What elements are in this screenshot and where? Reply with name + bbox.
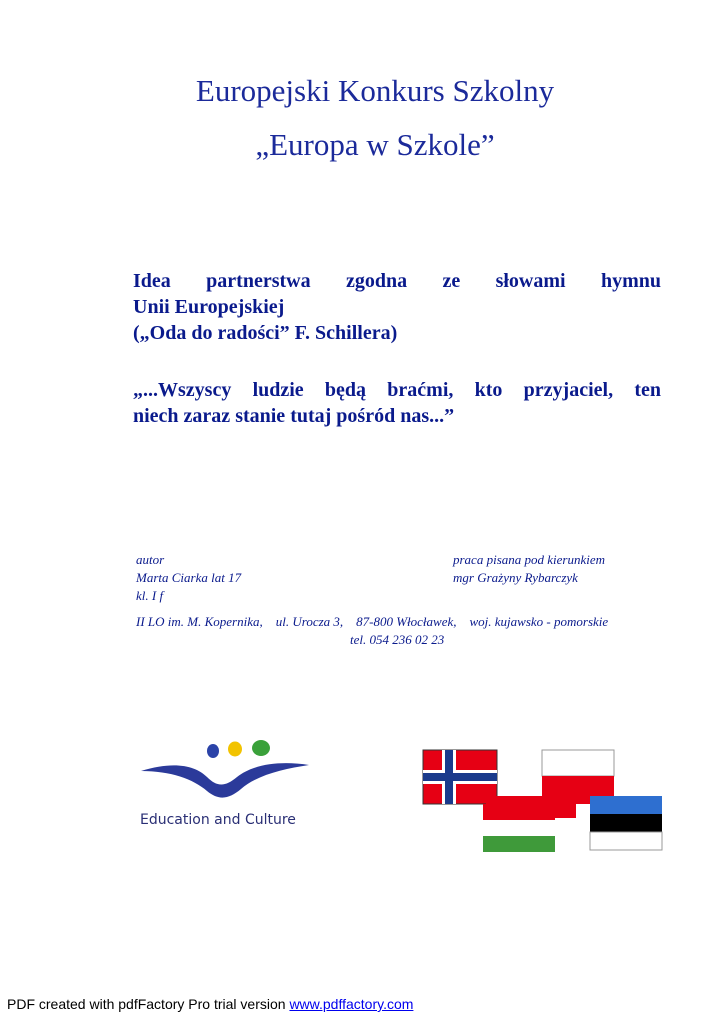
logo-swoosh	[141, 763, 309, 797]
author-label: autor	[136, 552, 165, 567]
intro-line-2: Unii Europejskiej	[133, 296, 285, 318]
poland-flag	[542, 750, 614, 804]
estonia-flag	[590, 796, 662, 850]
quote-line-2: niech zaraz stanie tutaj pośród nas...”	[133, 405, 455, 427]
school-phone: tel. 054 236 02 23	[350, 632, 445, 647]
norway-flag	[423, 750, 497, 804]
pdf-footer	[7, 996, 413, 1012]
logo-dot-green	[252, 740, 270, 756]
quote-line-1: „...Wszyscy ludzie będą braćmi, kto przyjaciel, ten	[133, 379, 661, 401]
intro-paragraph	[133, 268, 661, 346]
logo-dot-blue	[207, 744, 219, 758]
supervisor-label: praca pisana pod kierunkiem	[453, 552, 606, 567]
document-title: Europejski Konkurs Szkolny	[195, 73, 555, 108]
logo-dot-yellow	[228, 742, 242, 757]
logo-text: Education and Culture	[140, 812, 296, 828]
intro-line-3: („Oda do radości” F. Schillera)	[133, 322, 398, 344]
flags-collage	[418, 748, 668, 856]
document-subtitle: „Europa w Szkole”	[255, 127, 495, 162]
supervisor-block	[453, 551, 605, 587]
intro-line-1: Idea partnerstwa zgodna ze słowami hymnu	[133, 270, 661, 292]
footer-link[interactable]: www.pdffactory.com	[289, 996, 414, 1012]
author-name: Marta Ciarka lat 17	[136, 570, 242, 585]
footer-text: PDF created with pdfFactory Pro trial version	[7, 996, 290, 1012]
author-class: kl. I f	[136, 588, 164, 603]
author-block	[136, 551, 241, 605]
hungary-flag	[483, 804, 555, 852]
supervisor-name: mgr Grażyny Rybarczyk	[453, 570, 578, 585]
school-address: II LO im. M. Kopernika, ul. Urocza 3, 87-800 Włocławek, woj. kujawsko - pomorskie	[136, 614, 609, 629]
quote-paragraph	[133, 377, 661, 429]
